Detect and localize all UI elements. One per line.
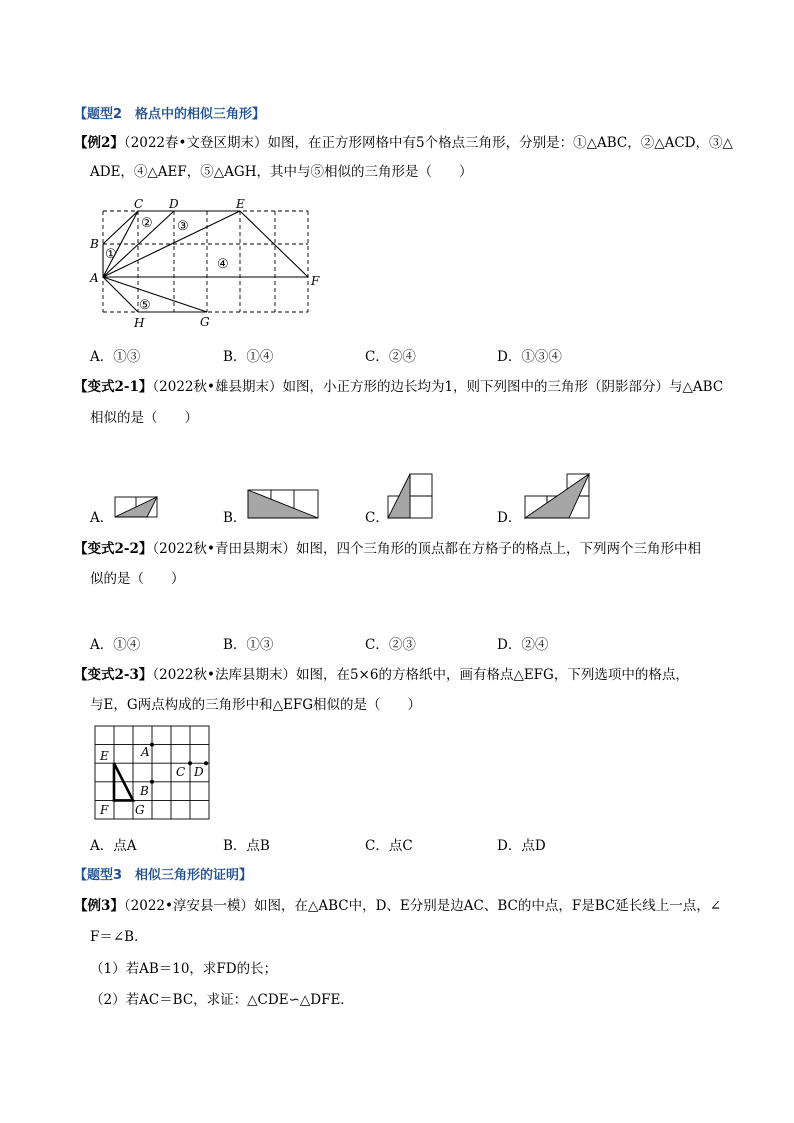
- point-b: B: [90, 237, 99, 251]
- point-a: A: [141, 745, 150, 759]
- variant-2-1-figure-b[interactable]: [247, 489, 319, 519]
- triangle-label-2: ②: [141, 216, 153, 231]
- variant-2-3-option-c[interactable]: C．点C: [365, 838, 413, 854]
- variant-2-2-option-b[interactable]: B．①③: [223, 637, 274, 653]
- variant-2-3-option-a[interactable]: A．点A: [90, 838, 137, 854]
- variant-2-1-option-a[interactable]: A．: [90, 510, 114, 526]
- example-2-option-d[interactable]: D．①③④: [497, 349, 562, 365]
- example-3-line2: F＝∠B．: [90, 929, 148, 945]
- point-f: F: [311, 274, 320, 288]
- variant-2-2-line1: [74, 540, 701, 558]
- variant-2-2-text1: （2022秋•青田县期末）如图，四个三角形的顶点都在方格子的格点上，下列两个三角形中相: [152, 541, 701, 557]
- variant-2-1-line1: [74, 378, 723, 396]
- variant-2-1-figure-a[interactable]: [114, 496, 158, 518]
- variant-2-3-figure: [92, 725, 212, 821]
- example-3-question-2: （2）若AC＝BC，求证：△CDE∽△DFE．: [90, 992, 354, 1008]
- variant-2-1-option-c[interactable]: C．: [365, 510, 389, 526]
- variant-2-1-line2: 相似的是（ ）: [90, 410, 198, 426]
- example-2-option-a[interactable]: A．①③: [90, 349, 141, 365]
- variant-2-1-figure-c[interactable]: [387, 473, 433, 519]
- variant-2-1-lead: 【变式2-1】: [74, 379, 153, 395]
- point-d: D: [194, 765, 204, 779]
- variant-2-3-line2: 与E，G两点构成的三角形中和△EFG相似的是（ ）: [90, 697, 422, 713]
- triangle-label-4: ④: [217, 257, 229, 272]
- variant-2-1-figure-d[interactable]: [524, 473, 590, 519]
- example-3-line1: [74, 897, 721, 915]
- variant-2-2-lead: 【变式2-2】: [74, 541, 153, 557]
- variant-2-2-option-c[interactable]: C．②③: [365, 637, 416, 653]
- point-g: G: [135, 803, 145, 817]
- point-h: H: [134, 316, 145, 330]
- point-f: F: [100, 803, 109, 817]
- example-2-figure: [88, 194, 328, 332]
- example-2-lead: 【例2】: [74, 135, 124, 151]
- example-2-text1: （2022春•文登区期末）如图，在正方形网格中有5个格点三角形，分别是：①△ABC，②△ACD，③△: [123, 135, 733, 151]
- example-3-text1: （2022•淳安县一模）如图，在△ABC中，D、E分别是边AC、BC的中点，F是BC延长线上一点，∠: [123, 898, 722, 914]
- variant-2-1-option-b[interactable]: B．: [223, 510, 247, 526]
- section-title-type3: 【题型3 相似三角形的证明】: [74, 868, 253, 883]
- point-e: E: [236, 197, 245, 211]
- point-b: B: [140, 784, 149, 798]
- variant-2-3-option-b[interactable]: B．点B: [223, 838, 270, 854]
- point-a: A: [90, 271, 99, 285]
- variant-2-3-lead: 【变式2-3】: [74, 667, 153, 683]
- point-g: G: [200, 315, 210, 329]
- example-2-option-b[interactable]: B．①④: [223, 349, 274, 365]
- variant-2-1-option-d[interactable]: D．: [497, 510, 522, 526]
- variant-2-3-line1: [74, 666, 689, 684]
- triangle-label-1: ①: [105, 247, 117, 262]
- example-2-line1: [74, 134, 733, 152]
- triangle-label-5: ⑤: [139, 298, 151, 313]
- grid-lines: [103, 211, 308, 312]
- variant-2-2-option-a[interactable]: A．①④: [90, 637, 141, 653]
- variant-2-3-option-d[interactable]: D．点D: [497, 838, 546, 854]
- triangles: [103, 211, 308, 312]
- point-c: C: [134, 197, 144, 211]
- point-e: E: [100, 749, 109, 763]
- example-2-line2: ADE，④△AEF，⑤△AGH，其中与⑤相似的三角形是（ ）: [90, 164, 473, 180]
- variant-2-2-line2: 似的是（ ）: [90, 571, 185, 587]
- variant-2-2-option-d[interactable]: D．②④: [497, 637, 549, 653]
- example-3-question-1: （1）若AB＝10，求FD的长；: [90, 961, 278, 977]
- section-title-type2: 【题型2 格点中的相似三角形】: [74, 107, 266, 122]
- triangle-label-3: ③: [177, 219, 189, 234]
- grid-lines: [95, 726, 209, 819]
- example-3-lead: 【例3】: [74, 898, 124, 914]
- point-d: D: [169, 197, 179, 211]
- variant-2-1-text1: （2022秋•雄县期末）如图，小正方形的边长均为1，则下列图中的三角形（阴影部分）与△ABC: [152, 379, 724, 395]
- variant-2-3-text1: （2022秋•法库县期末）如图，在5×6的方格纸中，画有格点△EFG，下列选项中的格点，: [152, 667, 689, 683]
- example-2-option-c[interactable]: C．②④: [365, 349, 416, 365]
- point-c: C: [176, 765, 186, 779]
